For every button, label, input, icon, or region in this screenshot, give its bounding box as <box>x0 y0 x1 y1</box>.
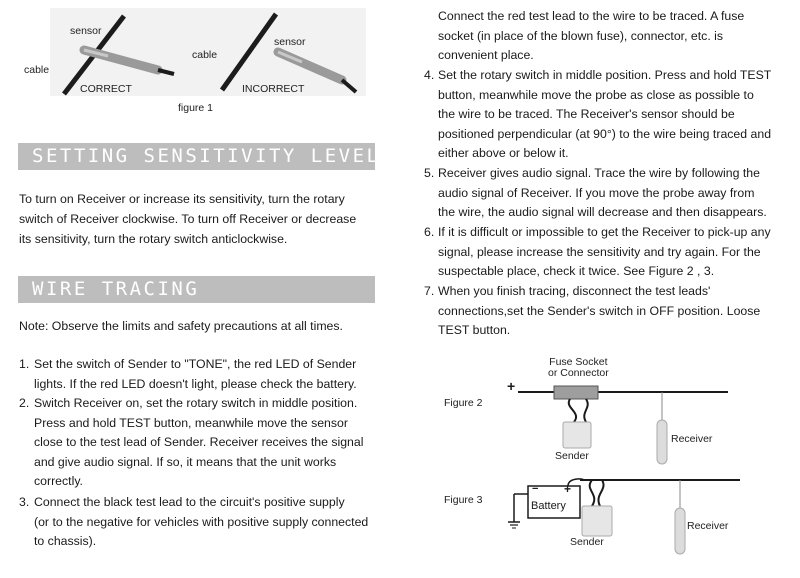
figure-3-receiver-label: Receiver <box>687 520 729 532</box>
step-line: audio signal of Receiver. If you move the probe away from <box>438 185 755 200</box>
step-line: When you finish tracing, disconnect the test leads' <box>438 284 711 298</box>
receiver-icon <box>657 420 667 464</box>
sensitivity-paragraph <box>19 189 379 249</box>
step-number: 3. <box>19 495 30 509</box>
step-line: Connect the black test lead to the circuit's positive supply <box>34 495 345 509</box>
step-item <box>424 164 788 224</box>
step-line: suspectable place, check it twice. See Figure 2 , 3. <box>438 264 715 278</box>
step-item <box>19 394 379 492</box>
figure-1-sensor-label-left: sensor <box>70 25 102 37</box>
step-item <box>424 223 788 283</box>
figure-3-caption: Figure 3 <box>444 494 483 506</box>
figure-2-caption: Figure 2 <box>444 397 483 409</box>
step-line: close to the test lead of Sender. Receiver receives the signal <box>34 435 364 449</box>
step-line: positioned perpendicular (at 90°) to the wire being traced and <box>438 126 772 141</box>
wire-tracing-heading: WIRE TRACING <box>18 276 375 303</box>
figure-1-caption: figure 1 <box>178 102 214 114</box>
figure-3-sender-label: Sender <box>570 536 604 548</box>
figure-1 <box>24 8 370 120</box>
figure-2-receiver-label: Receiver <box>671 433 713 445</box>
step-line: signal, please increase the sensitivity and try again. For the <box>438 244 761 259</box>
battery-minus-sign: − <box>532 483 539 495</box>
figure-1-incorrect-label: INCORRECT <box>242 83 305 95</box>
sensitivity-line: its sensitivity, turn the rotary switch anticlockwise. <box>19 232 288 246</box>
step-number: 2. <box>19 396 30 410</box>
step-line: correctly. <box>34 474 83 488</box>
battery-plus-sign: + <box>564 482 572 496</box>
figure-2-plus-sign: + <box>507 378 516 394</box>
step-line: TEST button. <box>438 323 511 337</box>
battery-label: Battery <box>531 500 566 512</box>
figure-1-correct-label: CORRECT <box>80 83 132 95</box>
step-line: Connect the red test lead to the wire to be traced. A fuse <box>438 9 745 23</box>
sender-icon <box>582 506 612 536</box>
step-number: 5. <box>424 166 435 180</box>
sensitivity-line: switch of Receiver clockwise. To turn off Receiver or decrease <box>19 212 357 226</box>
step-line: and give audio signal. If so, it means that the unit works <box>34 454 337 469</box>
step-line: either above or below it. <box>438 146 569 160</box>
sensitivity-line: To turn on Receiver or increase its sensitivity, turn the rotary <box>19 192 345 206</box>
step-item <box>19 355 379 395</box>
fuse-socket-icon <box>554 386 598 399</box>
step-item <box>424 66 788 166</box>
step-number: 6. <box>424 225 435 239</box>
step-item <box>424 282 788 342</box>
step-item <box>19 493 379 553</box>
step-line: (or to the negative for vehicles with positive supply connected <box>34 514 369 529</box>
figure-2-fuse-socket-label <box>548 357 609 379</box>
step-line: Switch Receiver on, set the rotary switch in middle position. <box>34 396 358 410</box>
step-line: socket (in place of the blown fuse), connector, etc. is <box>438 28 724 43</box>
figure-2-sender-label: Sender <box>555 450 589 462</box>
figure-2-diagram <box>500 378 740 468</box>
step-line: Receiver gives audio signal. Trace the wire by following the <box>438 166 760 180</box>
fuse-socket-line: Fuse Socket <box>549 356 608 368</box>
receiver-icon <box>675 508 685 554</box>
figure-1-cable-label-left: cable <box>24 64 50 76</box>
step-line: button, meanwhile move the probe as close as possible to <box>438 87 754 102</box>
step-line: lights. If the red LED doesn't light, please check the battery. <box>34 376 357 391</box>
step-number: 7. <box>424 284 435 298</box>
step-line: If it is difficult or impossible to get the Receiver to pick-up any <box>438 225 771 239</box>
figure-1-cable-label-right: cable <box>192 49 218 61</box>
figure-1-sensor-label-right: sensor <box>274 36 306 48</box>
step-line: convenient place. <box>438 48 534 62</box>
sensitivity-heading: SETTING SENSITIVITY LEVEL <box>18 143 375 170</box>
step-3-continued <box>438 7 788 66</box>
step-line: Press and hold TEST button, meanwhile move the sensor <box>34 415 348 430</box>
fuse-socket-line: or Connector <box>548 367 609 379</box>
sender-icon <box>563 422 591 448</box>
step-line: connections,set the Sender's switch in OFF position. Loose <box>438 303 761 318</box>
step-line: Set the switch of Sender to "TONE", the red LED of Sender <box>34 357 357 371</box>
step-number: 1. <box>19 357 30 371</box>
step-line: the wire, the audio signal will decrease and then disappears. <box>438 205 767 219</box>
step-number: 4. <box>424 68 435 82</box>
wire-tracing-note: Note: Observe the limits and safety precautions at all times. <box>19 319 343 333</box>
step-line: the wire to be traced. The Receiver's sensor should be <box>438 107 735 121</box>
step-line: to chassis). <box>34 534 97 548</box>
step-line: Set the rotary switch in middle position. Press and hold TEST <box>438 68 772 82</box>
